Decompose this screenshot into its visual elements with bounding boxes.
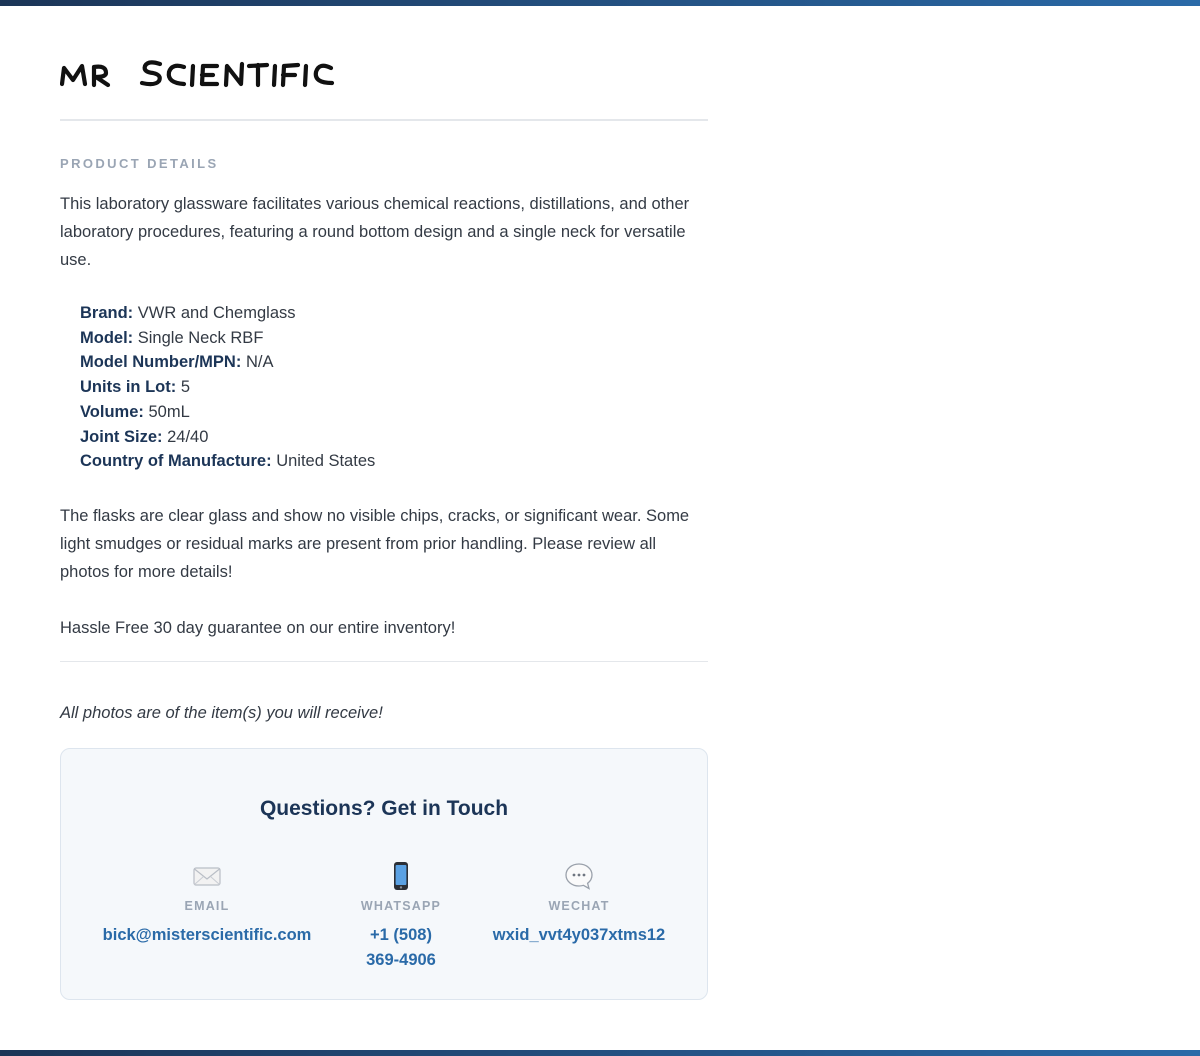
contact-label: WECHAT [548,899,610,913]
contact-label: WHATSAPP [360,899,442,913]
header-divider [60,119,708,121]
email-link[interactable]: bick@misterscientific.com [102,926,312,944]
spec-brand [80,301,375,326]
spec-key: Volume: [80,402,144,421]
spec-value: United States [276,452,376,471]
spec-key: Units in Lot: [80,378,177,397]
spec-key: Brand: [80,304,134,322]
spec-country [80,449,375,474]
spec-list [80,301,375,474]
product-intro: This laboratory glassware facilitates various chemical reactions, distillations, and other laboratory procedures, featuring a round bottom design and a single neck for versatile use. [60,195,690,269]
contact-email [99,861,315,948]
top-accent-bar [0,0,1200,6]
envelope-icon [192,861,222,891]
photos-note: All photos are of the item(s) you will receive! [60,704,383,722]
spec-value: VWR and Chemglass [137,304,296,322]
speech-bubble-icon [564,861,594,891]
spec-key: Model: [80,328,134,347]
spec-value: 24/40 [167,427,209,446]
section-divider [60,661,708,662]
spec-joint-size [80,425,375,450]
spec-key: Country of Manufacture: [80,452,272,471]
spec-key: Model Number/MPN: [80,353,242,372]
bottom-accent-bar [0,1050,1200,1056]
whatsapp-line-1: +1 (508) [370,926,432,944]
brand-logo [60,48,364,100]
spec-value: N/A [245,353,274,372]
whatsapp-link[interactable] [347,923,455,973]
wechat-id-link[interactable]: wxid_vvt4y037xtms12 [492,926,666,944]
spec-model [80,326,375,351]
spec-value: 5 [180,378,191,397]
contact-card [60,748,708,1000]
contact-whatsapp [347,861,455,973]
product-details-heading: PRODUCT DETAILS [60,156,219,171]
spec-units [80,375,375,400]
contact-title: Questions? Get in Touch [259,797,509,820]
spec-value: 50mL [148,402,190,421]
spec-value: Single Neck RBF [137,328,264,347]
whatsapp-line-2: 369-4906 [366,951,436,969]
spec-volume [80,400,375,425]
condition-note: The flasks are clear glass and show no visible chips, cracks, or significant wear. Some light smudges or residual marks are present from prior handling. Please review all photos for more details! [60,507,690,581]
guarantee-note: Hassle Free 30 day guarantee on our entire inventory! [60,619,456,637]
mobile-phone-icon [386,861,416,891]
spec-key: Joint Size: [80,427,163,446]
spec-mpn [80,350,375,375]
contact-label: EMAIL [184,899,230,913]
contact-wechat [481,861,677,948]
